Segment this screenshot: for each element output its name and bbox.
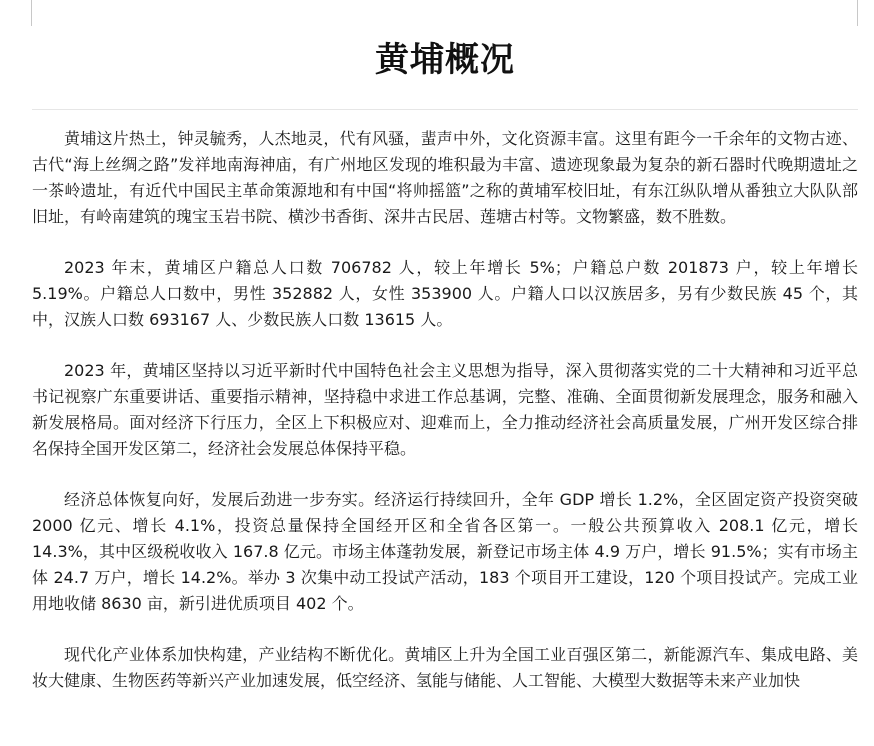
title-divider — [32, 109, 858, 110]
paragraph-population: 2023 年末，黄埔区户籍总人口数 706782 人，较上年增长 5%；户籍总户数 201873 户，较上年增长 5.19%。户籍总人口数中，男性 352882 人，女性 353900 人。户籍人口以汉族居多，另有少数民族 45 个，其中，汉族人口数 693167 人、少数民族人口数 13615 人。 — [32, 258, 858, 329]
paragraph-development: 2023 年，黄埔区坚持以习近平新时代中国特色社会主义思想为指导，深入贯彻落实党的二十大精神和习近平总书记视察广东重要讲话、重要指示精神，坚持稳中求进工作总基调，完整、准确、全面贯彻新发展理念，服务和融入新发展格局。面对经济下行压力，全区上下积极应对、迎难而上，全力推动经济社会高质量发展，广州开发区综合排名保持全国开发区第二，经济社会发展总体保持平稳。 — [32, 361, 858, 458]
paragraph-industry: 现代化产业体系加快构建，产业结构不断优化。黄埔区上升为全国工业百强区第二，新能源汽车、集成电路、美妆大健康、生物医药等新兴产业加速发展，低空经济、氢能与储能、人工智能、大模型大数据等未来产业加快 — [32, 645, 858, 690]
page-corner-mark-left — [31, 0, 32, 26]
page-corner-mark-right — [857, 0, 858, 26]
paragraph-culture: 黄埔这片热土，钟灵毓秀，人杰地灵，代有风骚，蜚声中外，文化资源丰富。这里有距今一千余年的文物古迹、古代“海上丝绸之路”发祥地南海神庙，有广州地区发现的堆积最为丰富、遗迹现象最为复杂的新石器时代晚期遗址之一茶岭遗址，有近代中国民主革命策源地和有中国“将帅摇篮”之称的黄埔军校旧址，有东江纵队增从番独立大队队部旧址，有岭南建筑的瑰宝玉岩书院、横沙书香街、深井古民居、莲塘古村等。文物繁盛，数不胜数。 — [32, 129, 858, 226]
article-body — [32, 126, 858, 719]
paragraph-economy: 经济总体恢复向好，发展后劲进一步夯实。经济运行持续回升，全年 GDP 增长 1.2%，全区固定资产投资突破 2000 亿元、增长 4.1%，投资总量保持全国经开区和全省各区第一。一般公共预算收入 208.1 亿元，增长 14.3%，其中区级税收收入 167.8 亿元。市场主体蓬勃发展，新登记市场主体 4.9 万户，增长 91.5%；实有市场主体 24.7 万户，增长 14.2%。举办 3 次集中动工投试产活动，183 个项目开工建设，120 个项目投试产。完成工业用地收储 8630 亩，新引进优质项目 402 个。 — [32, 490, 858, 613]
page-title: 黄埔概况 — [375, 40, 515, 80]
